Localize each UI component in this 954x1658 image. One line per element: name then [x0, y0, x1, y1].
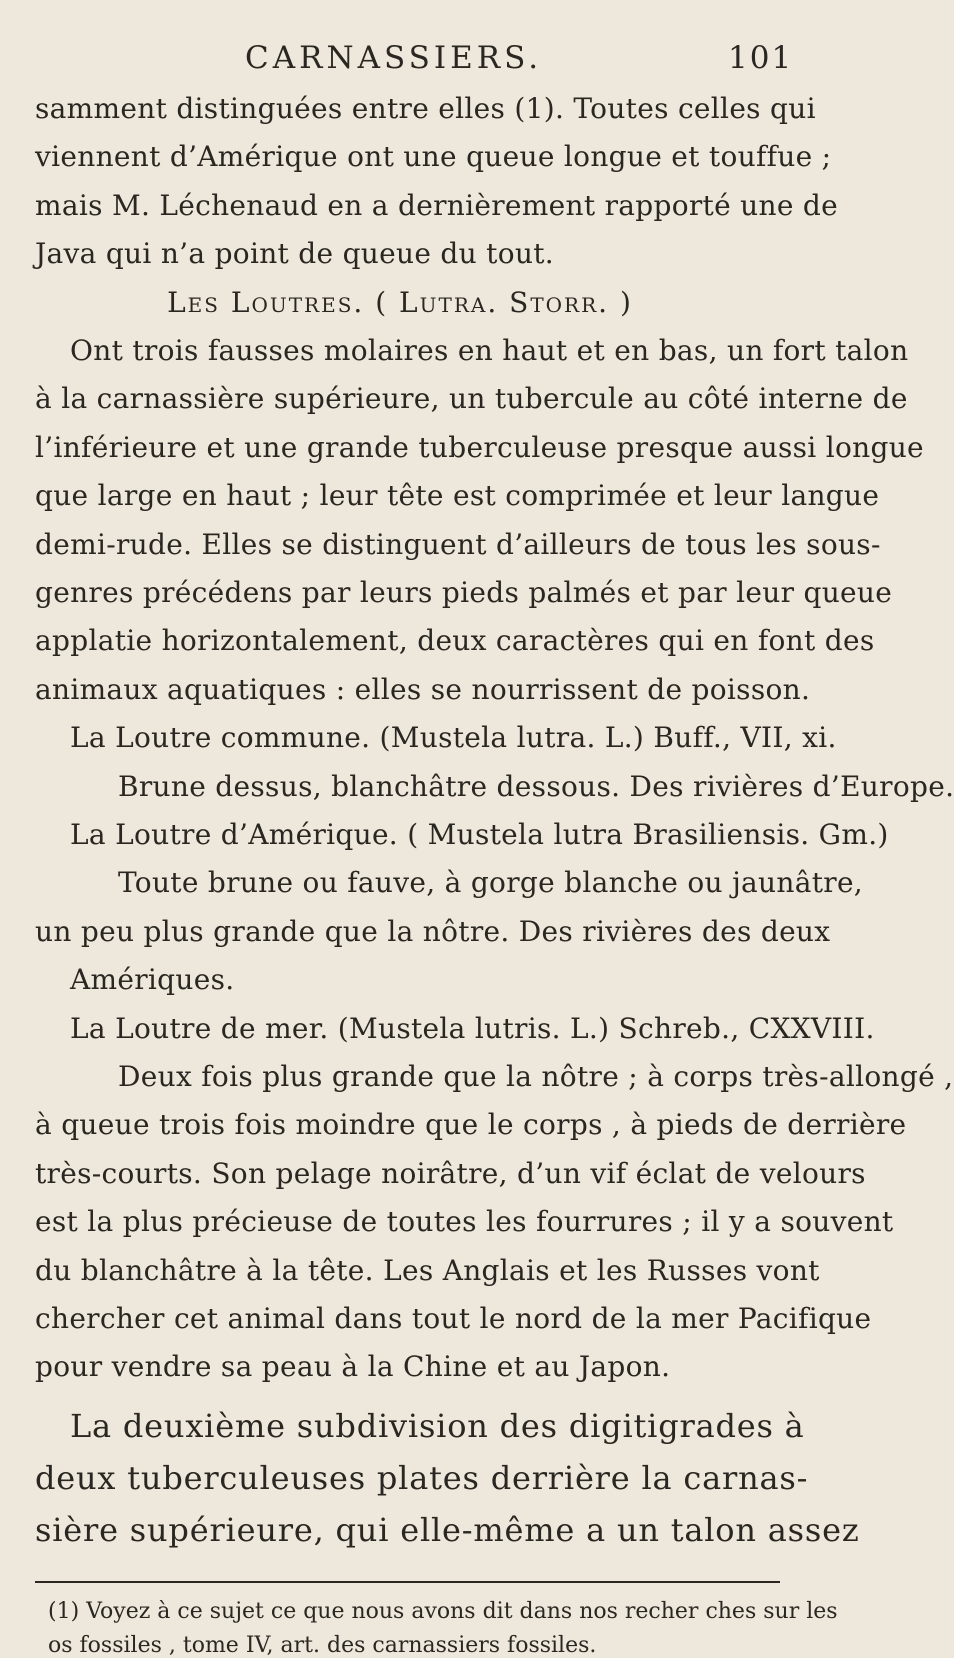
species-description: chercher cet animal dans tout le nord de la mer Pacifique [35, 1302, 872, 1335]
subdivision-line: deux tuberculeuses plates derrière la carnas- [35, 1458, 809, 1497]
body-line: samment distinguées entre elles (1). Toutes celles qui [35, 92, 816, 125]
footnote-line: os fossiles , tome IV, art. des carnassiers fossiles. [48, 1632, 597, 1658]
paragraph-line: animaux aquatiques : elles se nourrissent de poisson. [35, 672, 811, 706]
paragraph-line: Ont trois fausses molaires en haut et en bas, un fort talon [70, 334, 909, 367]
paragraph-line: que large en haut ; leur tête est comprimée et leur langue [35, 479, 880, 513]
species-description: Deux fois plus grande que la nôtre ; à corps très-allongé , [118, 1060, 954, 1093]
section-heading: Les Loutres. ( Lutra. Storr. ) [167, 285, 633, 319]
species-description: un peu plus grande que la nôtre. Des rivières des deux [35, 914, 831, 948]
species-description: du blanchâtre à la tête. Les Anglais et les Russes vont [35, 1253, 820, 1287]
body-line: viennent d’Amérique ont une queue longue et touffue ; [35, 140, 832, 174]
subdivision-line: sière supérieure, qui elle-même a un talon assez [35, 1510, 860, 1549]
species-description: très-courts. Son pelage noirâtre, d’un vif éclat de velours [35, 1156, 866, 1190]
species-entry-mer: La Loutre de mer. (Mustela lutris. L.) Schreb., CXXVIII. [70, 1011, 875, 1045]
paragraph-line: à la carnassière supérieure, un tubercule au côté interne de [35, 382, 908, 416]
species-description: Toute brune ou fauve, à gorge blanche ou jaunâtre, [118, 866, 864, 900]
paragraph-line: applatie horizontalement, deux caractères qui en font des [35, 624, 875, 658]
subdivision-line: La deuxième subdivision des digitigrades à [70, 1406, 805, 1445]
species-entry-commune: La Loutre commune. (Mustela lutra. L.) Buff., VII, xi. [70, 721, 837, 755]
species-description: est la plus précieuse de toutes les fourrures ; il y a souvent [35, 1205, 894, 1239]
body-line: mais M. Léchenaud en a dernièrement rapporté une de [35, 188, 838, 222]
footnote-line: (1) Voyez à ce sujet ce que nous avons dit dans nos recher ches sur les [48, 1598, 838, 1624]
paragraph-line: l’inférieure et une grande tuberculeuse presque aussi longue [35, 430, 924, 464]
running-title: CARNASSIERS. [245, 40, 543, 76]
species-description: à queue trois fois moindre que le corps , à pieds de derrière [35, 1108, 907, 1142]
paragraph-line: demi-rude. Elles se distinguent d’ailleurs de tous les sous- [35, 527, 881, 561]
species-description: pour vendre sa peau à la Chine et au Japon. [35, 1350, 671, 1384]
species-entry-amerique: La Loutre d’Amérique. ( Mustela lutra Brasiliensis. Gm.) [70, 818, 889, 851]
species-description: Amériques. [70, 963, 235, 997]
running-head [0, 40, 800, 84]
paragraph-line: genres précédens par leurs pieds palmés et par leur queue [35, 576, 893, 609]
species-description: Brune dessus, blanchâtre dessous. Des rivières d’Europe. [118, 769, 954, 803]
page-number: 101 [728, 40, 794, 76]
footnote-rule [35, 1581, 780, 1583]
body-line: Java qui n’a point de queue du tout. [35, 237, 554, 271]
